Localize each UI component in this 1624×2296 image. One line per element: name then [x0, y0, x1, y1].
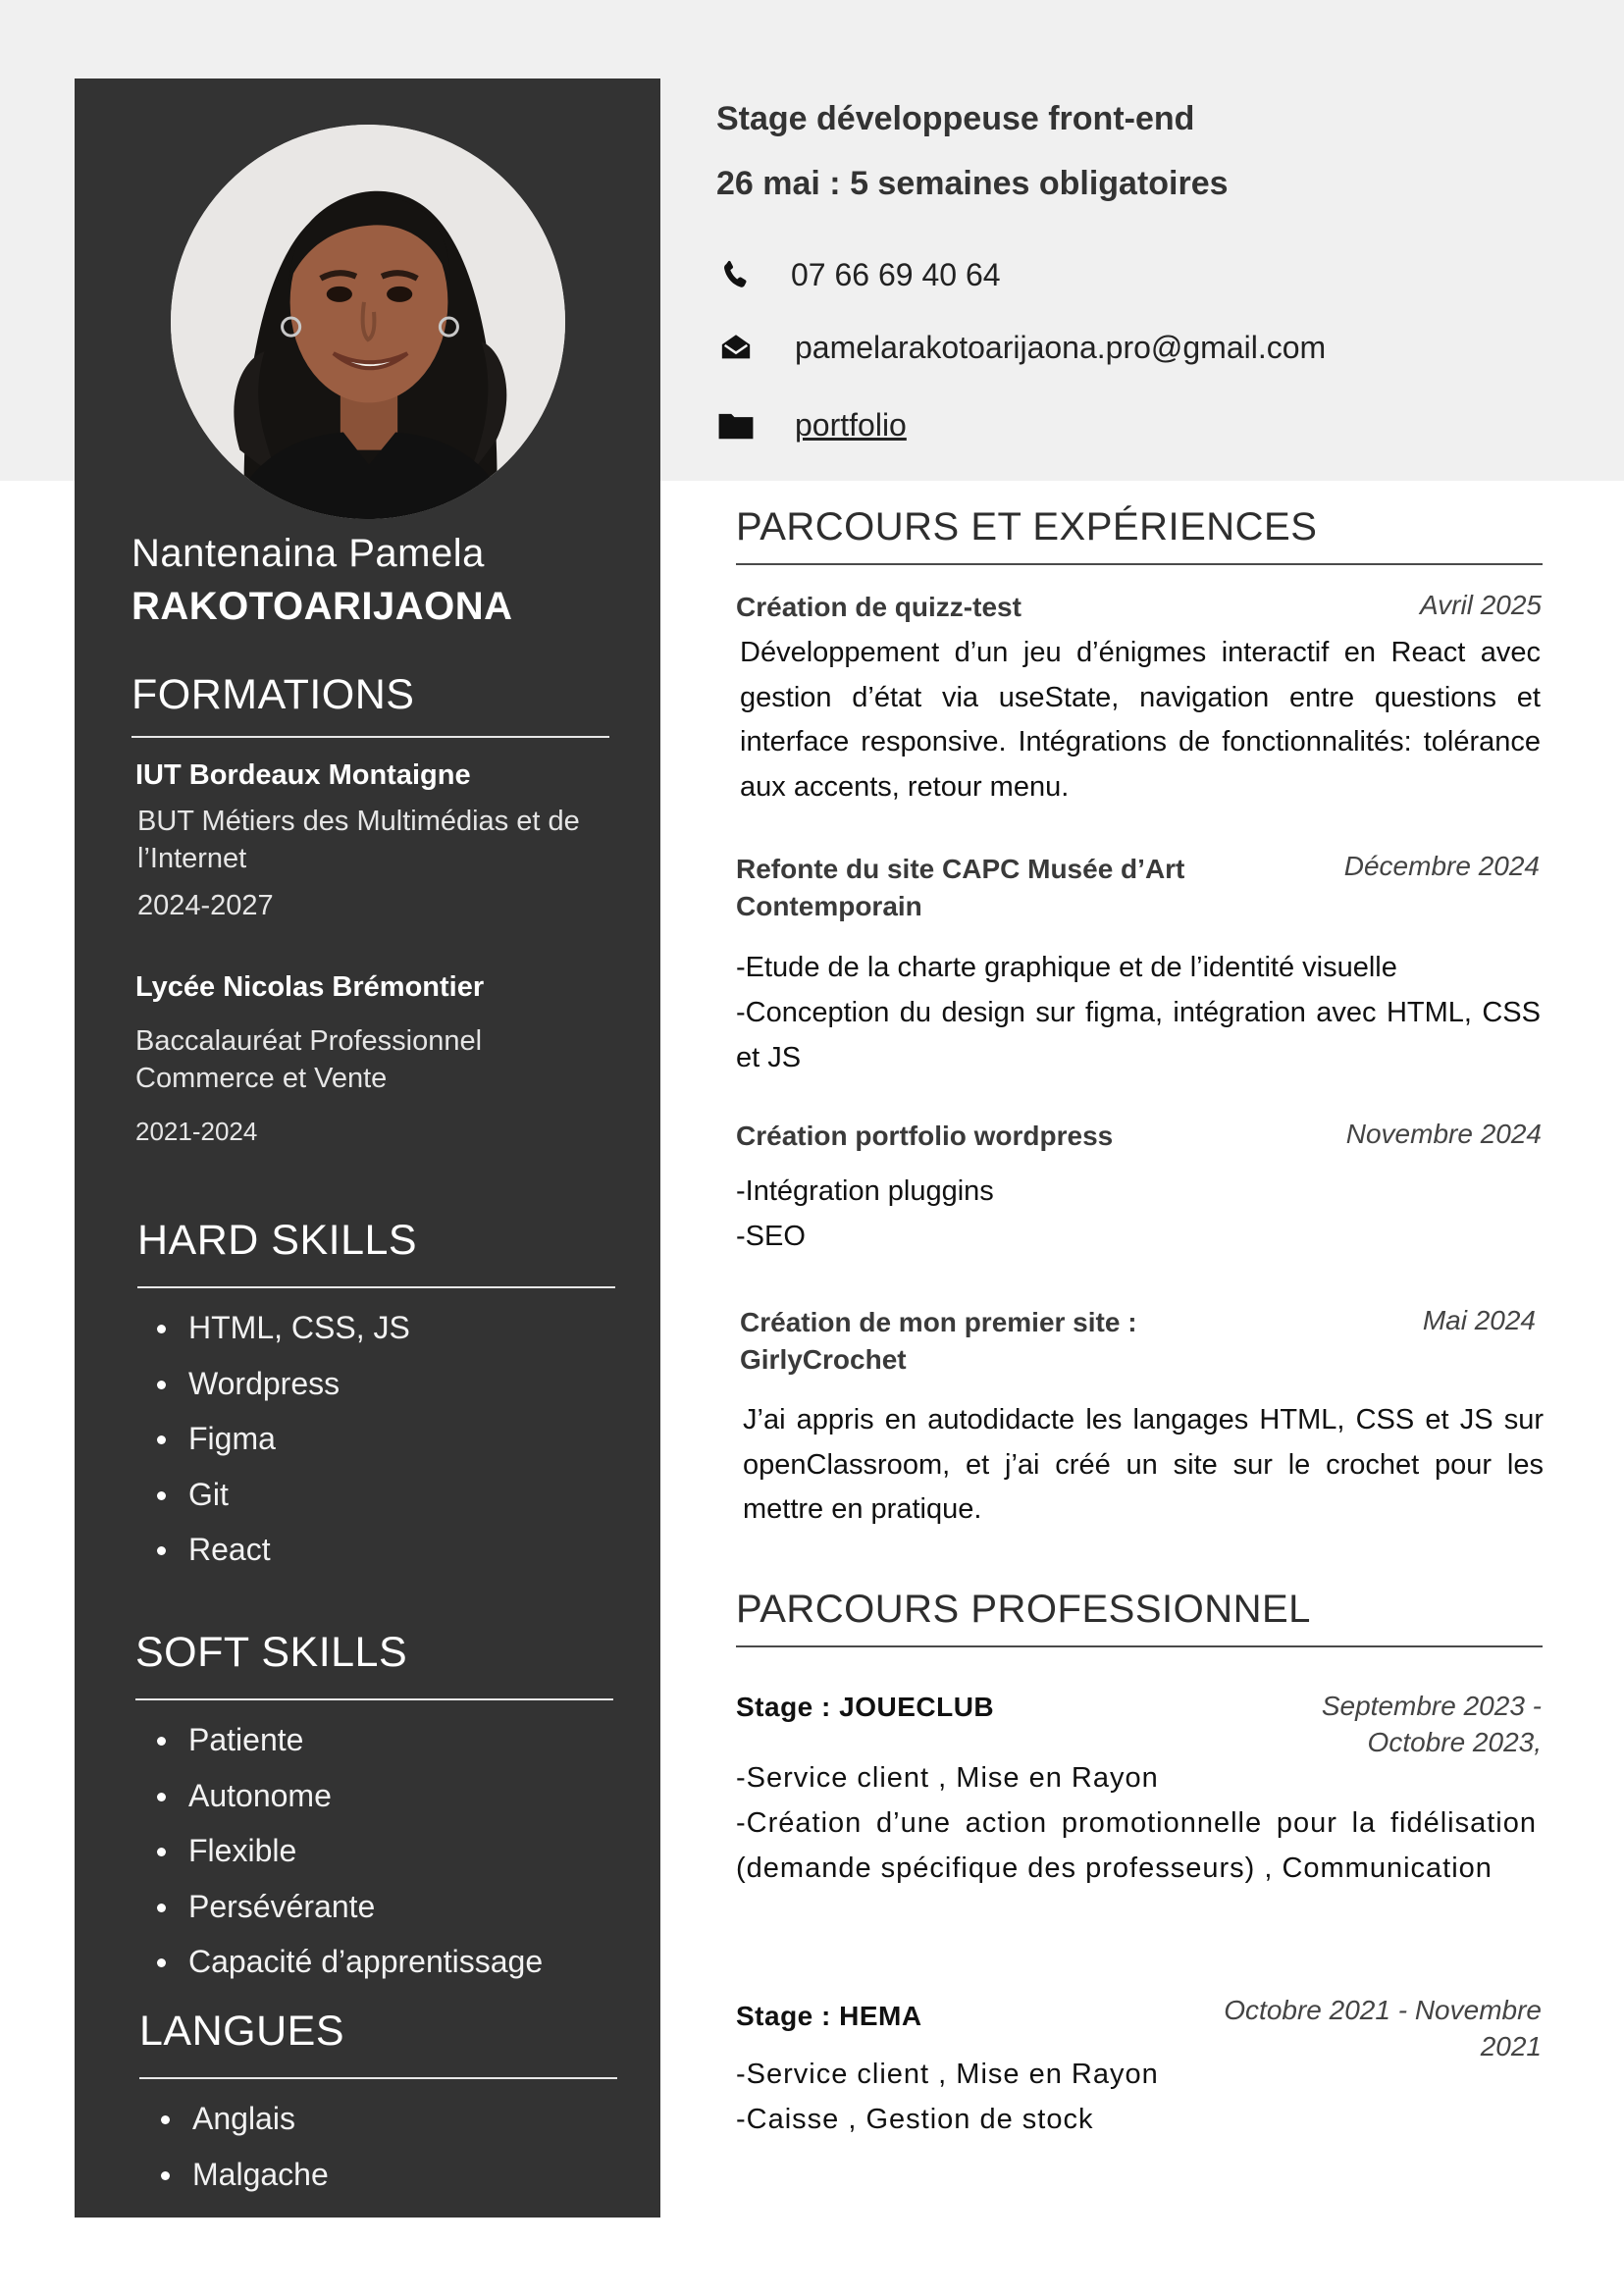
phone-text: 07 66 69 40 64 [791, 256, 1001, 292]
soft-skill-item: Persévérante [137, 1879, 543, 1935]
pro-title-1: Stage : JOUECLUB [736, 1692, 995, 1722]
langues-divider [139, 2077, 617, 2079]
experience-title-1: Création de quizz-test [736, 592, 1022, 622]
last-name: RAKOTOARIJAONA [131, 585, 513, 628]
hard-skill-item: React [137, 1522, 410, 1578]
pro-line-1b: -Création d’une action promotionnelle pour la fidélisation (demande spécifique des professeurs) , Communication [736, 1807, 1537, 1884]
experience-body-4: J’ai appris en autodidacte les langages HTML, CSS et JS sur openClassroom, et j’ai créé un site sur le crochet pour les mettre en pratique. [743, 1404, 1544, 1525]
job-title: Stage développeuse front-end [716, 100, 1195, 137]
professional-heading: PARCOURS PROFESSIONNEL [736, 1588, 1311, 1631]
contact-email [716, 328, 1326, 367]
formation-years-1: 2024-2027 [137, 890, 274, 921]
portfolio-link[interactable]: portfolio [795, 406, 907, 443]
langue-item: Anglais [141, 2091, 329, 2147]
formation-school-1: IUT Bordeaux Montaigne [135, 759, 471, 791]
experience-line-2a: -Etude de la charte graphique et de l’identité visuelle [736, 952, 1397, 983]
soft-skills-divider [135, 1698, 613, 1700]
hard-skills-list [137, 1300, 410, 1578]
formations-divider [131, 736, 609, 738]
experience-title-4a: Création de mon premier site : [740, 1307, 1137, 1337]
pro-date-1b: Octobre 2023, [1367, 1727, 1542, 1757]
experience-line-2b: -Conception du design sur figma, intégration avec HTML, CSS et JS [736, 997, 1541, 1073]
experience-date-3: Novembre 2024 [1345, 1119, 1542, 1149]
langue-item: Malgache [141, 2147, 329, 2203]
email-text[interactable]: pamelarakotoarijaona.pro@gmail.com [795, 329, 1327, 365]
pro-line-2a: -Service client , Mise en Rayon [736, 2059, 1159, 2090]
envelope-icon [716, 328, 756, 367]
job-subtitle: 26 mai : 5 semaines obligatoires [716, 165, 1229, 202]
hard-skill-item: Git [137, 1467, 410, 1523]
experience-title-2a: Refonte du site CAPC Musée d’Art [736, 854, 1185, 884]
experience-date-2: Décembre 2024 [1343, 851, 1540, 881]
experience-line-3a: -Intégration pluggins [736, 1175, 994, 1207]
soft-skill-item: Patiente [137, 1712, 543, 1768]
soft-skill-item: Capacité d’apprentissage [137, 1934, 543, 1990]
soft-skill-item: Flexible [137, 1823, 543, 1879]
formation-school-2: Lycée Nicolas Brémontier [135, 971, 485, 1003]
formation-degree-1b: l’Internet [137, 843, 247, 874]
experience-date-4: Mai 2024 [1422, 1305, 1536, 1335]
contact-portfolio [716, 405, 907, 444]
formation-degree-1a: BUT Métiers des Multimédias et de [137, 806, 580, 837]
hard-skills-divider [137, 1286, 615, 1288]
professional-divider [736, 1645, 1543, 1647]
sidebar [75, 78, 660, 2218]
soft-skills-heading: SOFT SKILLS [135, 1629, 408, 1676]
formation-degree-2a: Baccalauréat Professionnel [135, 1025, 483, 1057]
pro-date-2b: 2021 [1480, 2031, 1542, 2061]
hard-skills-heading: HARD SKILLS [137, 1217, 418, 1264]
experience-title-4b: GirlyCrochet [740, 1344, 907, 1375]
pro-date-1a: Septembre 2023 - [1321, 1691, 1542, 1721]
folder-icon [716, 405, 756, 444]
profile-photo [171, 125, 565, 519]
pro-title-2: Stage : HEMA [736, 2001, 922, 2031]
pro-line-2b: -Caisse , Gestion de stock [736, 2104, 1094, 2135]
soft-skill-item: Autonome [137, 1768, 543, 1824]
contact-phone [716, 255, 1001, 294]
hard-skill-item: Figma [137, 1411, 410, 1467]
experience-title-3: Création portfolio wordpress [736, 1121, 1114, 1151]
hard-skill-item: HTML, CSS, JS [137, 1300, 410, 1356]
experience-date-1: Avril 2025 [1419, 590, 1542, 620]
pro-date-2a: Octobre 2021 - Novembre [1224, 1995, 1542, 2025]
experiences-divider [736, 563, 1543, 565]
formations-heading: FORMATIONS [131, 671, 415, 718]
langues-heading: LANGUES [139, 2008, 345, 2055]
formation-years-2: 2021-2024 [135, 1117, 258, 1146]
langues-list [141, 2091, 329, 2202]
first-names: Nantenaina Pamela [131, 532, 485, 575]
experience-body-1: Développement d’un jeu d’énigmes interactif en React avec gestion d’état via useState, navigation entre questions et interface responsive. Intégrations de fonctionnalités: tolérance aux accents, retour menu. [740, 637, 1541, 803]
soft-skills-list [137, 1712, 543, 1990]
experience-title-2b: Contemporain [736, 891, 922, 921]
experience-line-3b: -SEO [736, 1221, 806, 1252]
phone-icon [716, 255, 756, 294]
experiences-heading: PARCOURS ET EXPÉRIENCES [736, 505, 1318, 548]
hard-skill-item: Wordpress [137, 1356, 410, 1412]
formation-degree-2b: Commerce et Vente [135, 1063, 388, 1094]
portrait-illustration [171, 125, 565, 519]
pro-line-1a: -Service client , Mise en Rayon [736, 1762, 1159, 1794]
